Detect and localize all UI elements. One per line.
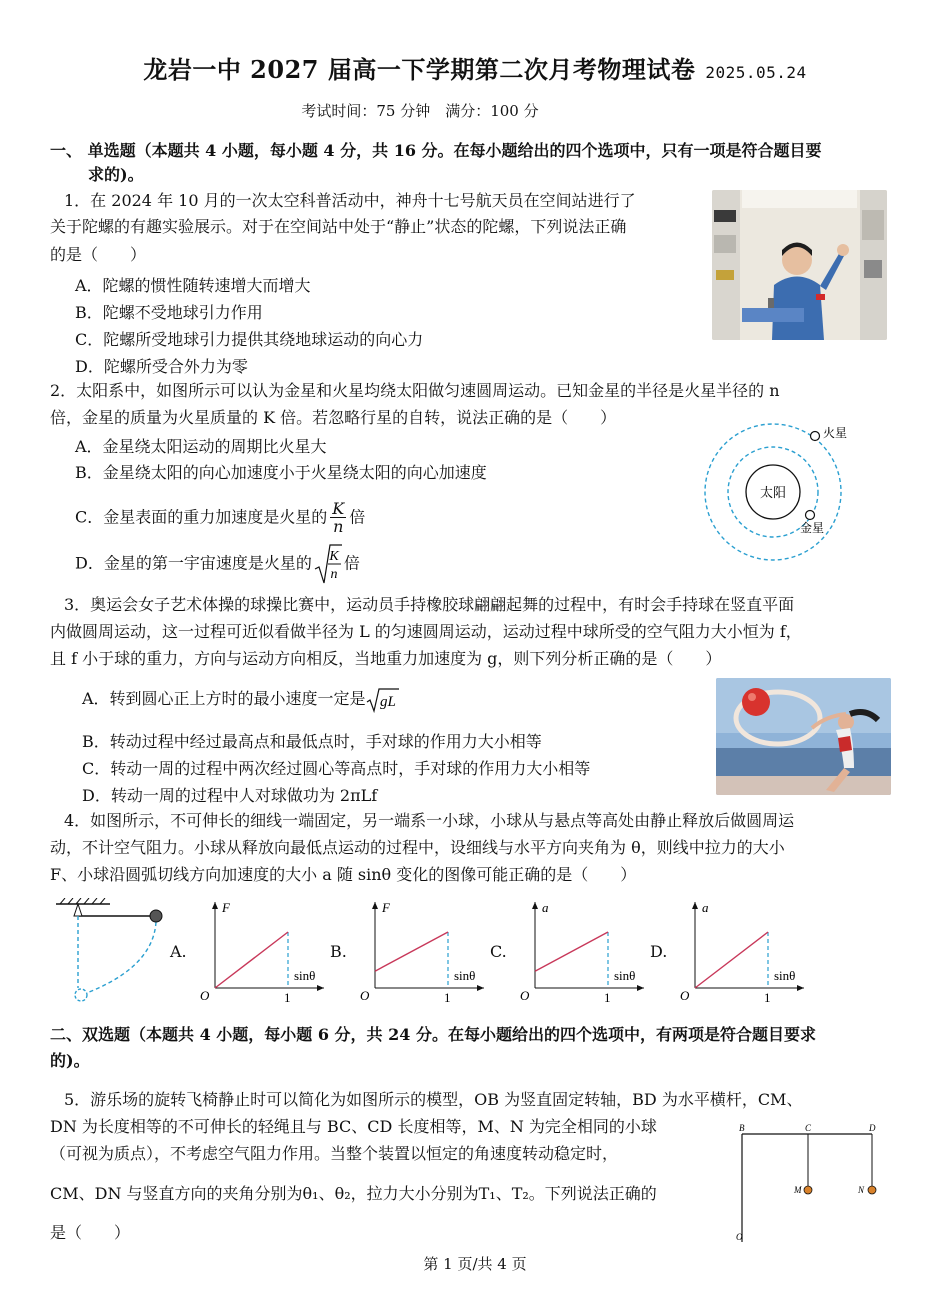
q3-line-2: 内做圆周运动，这一过程可近似看做半径为 L 的匀速圆周运动，运动过程中球所受的空气阻力大小恒为 f， <box>50 622 802 641</box>
q2-fraction <box>330 500 346 536</box>
q3-option-a <box>82 686 400 713</box>
q3-option-c: C．转动一周的过程中两次经过圆心等高点时，手对球的作用力大小相等 <box>82 759 591 778</box>
q2-option-c-text: C．金星表面的重力加速度是火星的 <box>75 507 328 527</box>
section1-heading: 一、 单选题（本题共 4 小题，每小题 4 分，共 16 分。在每小题给出的四个选项中，只有一项是符合题目要 <box>50 141 822 160</box>
gymnast-photo <box>716 678 891 795</box>
q1-option-b: B．陀螺不受地球引力作用 <box>75 303 263 322</box>
venus-planet <box>806 511 815 520</box>
x-axis-label: sinθ <box>614 968 636 983</box>
q2-option-b: B．金星绕太阳的向心加速度小于火星绕太阳的向心加速度 <box>75 463 487 482</box>
q5-line-5: 是（ ） <box>50 1223 131 1242</box>
graph-plot <box>358 898 488 1003</box>
q3-option-a-text: A．转到圆心正上方时的最小速度一定是 <box>82 689 366 708</box>
sqrt-fraction <box>314 543 342 585</box>
x-tick-label: 1 <box>764 990 771 1003</box>
y-axis-arrow <box>372 902 378 909</box>
swing-diagram <box>730 1120 890 1245</box>
sqrt-gl-text: gL <box>379 693 396 710</box>
graph-plot <box>678 898 808 1003</box>
q2-option-c-unit: 倍 <box>349 507 366 527</box>
graph-plot <box>198 898 328 1003</box>
q1-line-3: 的是（ ） <box>50 245 147 264</box>
x-axis-label: sinθ <box>774 968 796 983</box>
sun-label: 太阳 <box>759 485 787 500</box>
venus-label: 金星 <box>800 521 825 535</box>
fraction-numerator: K <box>332 499 345 518</box>
astronaut-photo <box>712 190 887 340</box>
x-tick-label: 1 <box>604 990 611 1003</box>
y-axis-label: F <box>382 900 390 915</box>
y-axis-label: a <box>542 900 549 915</box>
x-axis-arrow <box>477 985 484 991</box>
ball <box>150 910 162 922</box>
ball-m <box>804 1186 812 1194</box>
fraction-denominator: n <box>333 517 344 536</box>
q1-option-d: D．陀螺所受合外力为零 <box>75 357 248 376</box>
exam-subtitle: 考试时间：75 分钟 满分：100 分 <box>301 102 539 120</box>
y-axis-label: F <box>222 900 230 915</box>
x-tick-label: 1 <box>444 990 451 1003</box>
q1-option-a: A．陀螺的惯性随转速增大而增大 <box>75 276 311 295</box>
y-axis-arrow <box>532 902 538 909</box>
ball-n <box>868 1186 876 1194</box>
q2-option-d-unit: 倍 <box>343 553 360 573</box>
label-c: C <box>805 1123 812 1133</box>
q5-line-1: 5．游乐场的旋转飞椅静止时可以简化为如图所示的模型，OB 为竖直固定转轴，BD 为水平横杆，CM、 <box>64 1090 803 1109</box>
q2-option-d <box>75 543 360 585</box>
q4-line-2: 动，不计空气阻力。小球从释放向最低点运动的过程中，设细线与水平方向夹角为 θ，则线中拉力的大小 <box>50 838 785 857</box>
graph-option-label: C. <box>490 942 507 961</box>
q3-option-d: D．转动一周的过程中人对球做功为 2πLf <box>82 786 378 805</box>
q1-line-2: 关于陀螺的有趣实验展示。对于在空间站中处于“静止”状态的陀螺，下列说法正确 <box>50 217 627 236</box>
y-axis-arrow <box>212 902 218 909</box>
sqrt-numerator: K <box>329 549 339 564</box>
q1-line-1: 1．在 2024 年 10 月的一次太空科普活动中，神舟十七号航天员在空间站进行了 <box>64 191 636 210</box>
exam-title <box>0 50 950 85</box>
label-d: D <box>869 1123 876 1133</box>
sqrt-denominator: n <box>330 567 338 582</box>
q5-line-3: （可视为质点），不考虑空气阻力作用。当整个装置以恒定的角速度转动稳定时， <box>50 1144 619 1163</box>
ball-lowest <box>75 989 87 1001</box>
graph-plot <box>518 898 648 1003</box>
graph-option-label: D. <box>650 942 668 961</box>
mars-label: 火星 <box>823 426 848 440</box>
exam-date: 2025.05.24 <box>705 63 807 82</box>
graph-line <box>535 932 608 971</box>
q4-line-3: F、小球沿圆弧切线方向加速度的大小 a 随 sinθ 变化的图像可能正确的是（ ） <box>50 865 637 884</box>
q3-option-b: B．转动过程中经过最高点和最低点时，手对球的作用力大小相等 <box>82 732 542 751</box>
arc-path <box>84 922 156 994</box>
label-o: O <box>736 1232 743 1242</box>
page-footer: 第 1 页/共 4 页 <box>423 1255 527 1273</box>
mars-planet <box>811 432 820 441</box>
label-b: B <box>739 1123 745 1133</box>
q2-option-c <box>75 500 365 536</box>
q5-line-2: DN 为长度相等的不可伸长的轻绳且与 BC、CD 长度相等，M、N 为完全相同的小球 <box>50 1117 657 1136</box>
label-m: M <box>794 1185 802 1195</box>
graph-option-label: A. <box>170 942 187 961</box>
x-axis-label: sinθ <box>294 968 316 983</box>
origin-label: O <box>520 988 530 1003</box>
label-n: N <box>858 1185 865 1195</box>
x-axis-label: sinθ <box>454 968 476 983</box>
q1-option-c: C．陀螺所受地球引力提供其绕地球运动的向心力 <box>75 330 424 349</box>
origin-label: O <box>680 988 690 1003</box>
origin-label: O <box>200 988 210 1003</box>
pendulum-diagram <box>48 898 168 1003</box>
q2-option-d-text: D．金星的第一宇宙速度是火星的 <box>75 553 312 573</box>
graph-line <box>375 932 448 971</box>
q2-line-1: 2．太阳系中，如图所示可以认为金星和火星均绕太阳做匀速圆周运动。已知金星的半径是火星半径的 n <box>50 381 780 400</box>
y-axis-arrow <box>692 902 698 909</box>
q5-line-4: CM、DN 与竖直方向的夹角分别为θ₁、θ₂，拉力大小分别为T₁、T₂。下列说法正确的 <box>50 1184 657 1203</box>
graph-line <box>695 932 768 988</box>
q3-line-3: 且 f 小于球的重力，方向与运动方向相反，当地重力加速度为 g，则下列分析正确的是（ ） <box>50 649 722 668</box>
x-tick-label: 1 <box>284 990 291 1003</box>
x-axis-arrow <box>317 985 324 991</box>
q3-line-1: 3．奥运会女子艺术体操的球操比赛中，运动员手持橡胶球翩翩起舞的过程中，有时会手持球在竖直平面 <box>64 595 795 614</box>
q4-line-1: 4．如图所示，不可伸长的细线一端固定，另一端系一小球，小球从与悬点等高处由静止释放后做圆周运 <box>64 811 795 830</box>
sqrt-gl <box>366 687 400 713</box>
section2-heading: 二、双选题（本题共 4 小题，每小题 6 分，共 24 分。在每小题给出的四个选项中，有两项是符合题目要求 <box>50 1025 816 1044</box>
y-axis-label: a <box>702 900 709 915</box>
title-text: 龙岩一中 2027 届高一下学期第二次月考物理试卷 <box>143 55 696 84</box>
x-axis-arrow <box>797 985 804 991</box>
x-axis-arrow <box>637 985 644 991</box>
section1-heading-cont: 求的)。 <box>88 165 144 184</box>
q2-option-a: A．金星绕太阳运动的周期比火星大 <box>75 437 327 456</box>
graph-option-label: B. <box>330 942 347 961</box>
origin-label: O <box>360 988 370 1003</box>
section2-heading-cont: 的)。 <box>50 1051 90 1070</box>
orbit-diagram <box>700 420 860 570</box>
graph-line <box>215 932 288 988</box>
q2-line-2: 倍，金星的质量为火星质量的 K 倍。若忽略行星的自转，说法正确的是（ ） <box>50 408 617 427</box>
